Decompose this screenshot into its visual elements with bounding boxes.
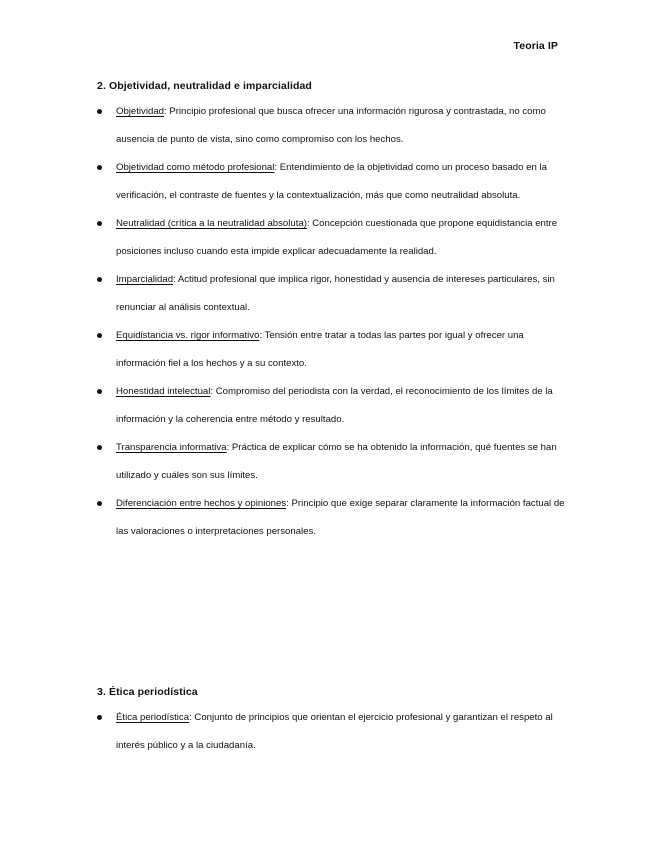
description: : Actitud profesional que implica rigor, honestidad y ausencia de intereses particulares, sin renunciar al análisis contextual.: [116, 274, 555, 313]
list-item: [97, 154, 567, 210]
term-objetividad-metodo: Objetividad como método profesional: [116, 162, 275, 173]
bullet-icon: [97, 333, 102, 338]
header-course-label: Teoria IP: [513, 40, 558, 52]
list-item: [97, 378, 567, 434]
term-etica: Ética periodística: [116, 712, 190, 723]
bullet-icon: [97, 445, 102, 450]
bullet-icon: [97, 501, 102, 506]
bullet-icon: [97, 221, 102, 226]
list-item: [97, 704, 567, 760]
description: : Compromiso del periodista con la verdad, el reconocimiento de los límites de la información y la coherencia entre método y resultado.: [116, 386, 553, 425]
description: : Concepción cuestionada que propone equidistancia entre posiciones incluso cuando esta impide explicar adecuadamente la realidad.: [116, 218, 558, 257]
bullet-icon: [97, 165, 102, 170]
term-honestidad: Honestidad intelectual: [116, 386, 211, 397]
term-equidistancia: Equidistancia vs. rigor informativo: [116, 330, 260, 341]
term-diferenciacion: Diferenciación entre hechos y opiniones: [116, 498, 287, 509]
section-3-list: [97, 704, 567, 760]
list-item: [97, 434, 567, 490]
term-objetividad: Objetividad: [116, 106, 164, 117]
list-item: [97, 490, 567, 546]
bullet-icon: [97, 109, 102, 114]
section-2-list: [97, 98, 567, 546]
description: : Principio profesional que busca ofrecer una información rigurosa y contrastada, no como ausencia de punto de vista, sino como compromiso con los hechos.: [116, 106, 546, 145]
list-item: [97, 322, 567, 378]
term-neutralidad: Neutralidad (crítica a la neutralidad absoluta): [116, 218, 307, 229]
description: : Práctica de explicar cómo se ha obtenido la información, qué fuentes se han utilizado y cuáles son sus límites.: [116, 442, 557, 481]
description: : Entendimiento de la objetividad como un proceso basado en la verificación, el contraste de fuentes y la contextualización, más que como neutralidad absoluta.: [116, 162, 547, 201]
description: : Tensión entre tratar a todas las partes por igual y ofrecer una información fiel a los hechos y a su contexto.: [116, 330, 524, 369]
bullet-icon: [97, 389, 102, 394]
list-item: [97, 266, 567, 322]
bullet-icon: [97, 715, 102, 720]
list-item: [97, 210, 567, 266]
bullet-icon: [97, 277, 102, 282]
description: : Principio que exige separar claramente la información factual de las valoraciones o interpretaciones personales.: [116, 498, 565, 537]
term-transparencia: Transparencia informativa: [116, 442, 227, 453]
term-imparcialidad: Imparcialidad: [116, 274, 174, 285]
list-item: [97, 98, 567, 154]
section-3-title: 3. Ética periodística: [97, 686, 198, 698]
section-2-title: 2. Objetividad, neutralidad e imparcialidad: [97, 80, 312, 92]
description: : Conjunto de principios que orientan el ejercicio profesional y garantizan el respeto al interés público y a la ciudadanía.: [116, 712, 553, 751]
